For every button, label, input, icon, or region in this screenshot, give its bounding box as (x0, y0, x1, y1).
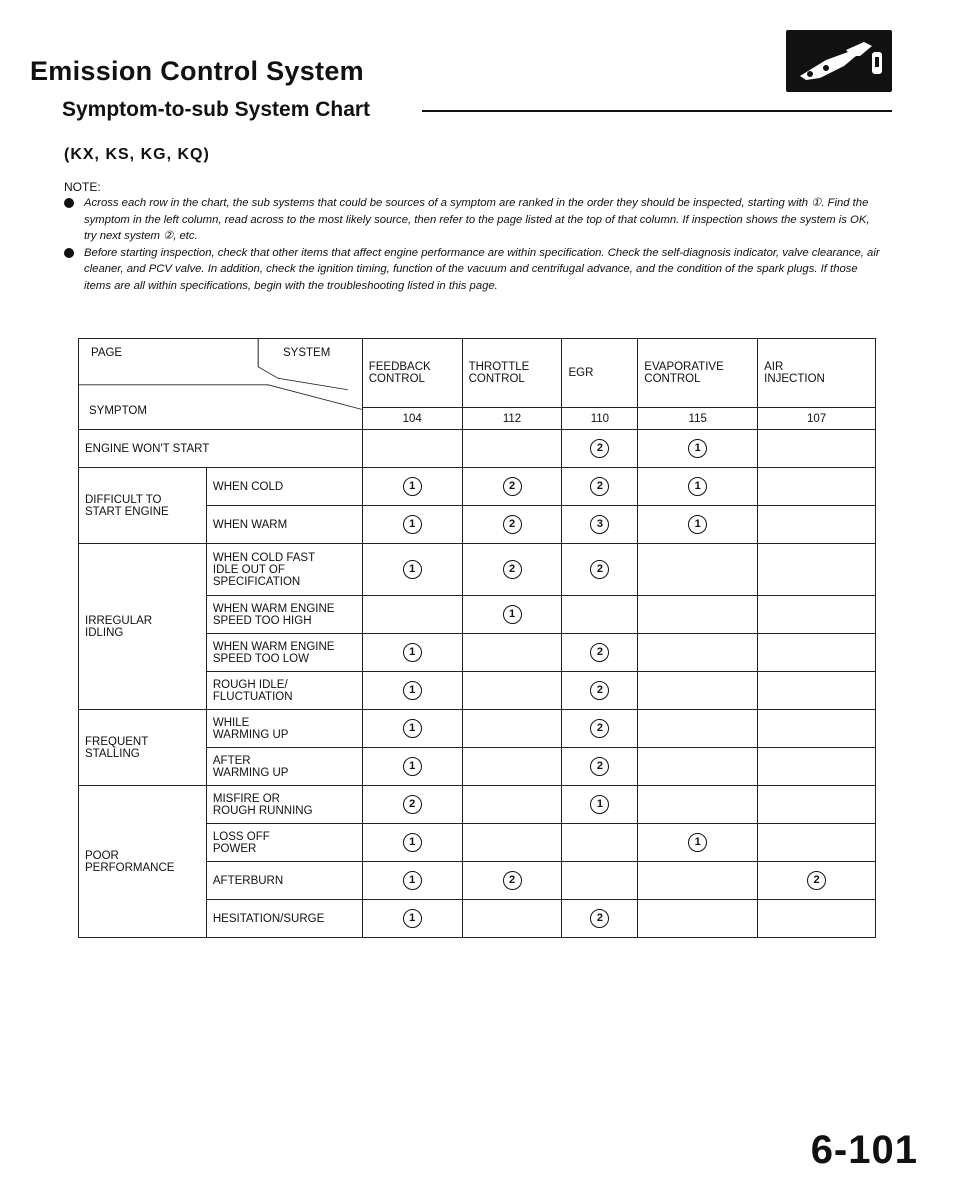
subtitle-row (62, 98, 892, 130)
symptom-condition: AFTERBURN (206, 862, 362, 900)
bullet-icon (64, 198, 74, 208)
rank-cell (562, 824, 638, 862)
rank-circle-1-icon: 1 (403, 909, 422, 928)
symptom-label: ENGINE WON'T START (79, 430, 363, 468)
column-header: THROTTLE CONTROL (462, 339, 562, 408)
rank-cell (758, 430, 876, 468)
page-title: Emission Control System (30, 56, 364, 86)
symptom-condition: WHEN COLD FAST IDLE OUT OF SPECIFICATION (206, 544, 362, 596)
corner-system-label: SYSTEM (283, 347, 331, 359)
rank-circle-1-icon: 1 (403, 681, 422, 700)
symptom-condition: WHEN WARM ENGINE SPEED TOO LOW (206, 634, 362, 672)
bullet-icon (64, 248, 74, 258)
column-page-number: 110 (562, 408, 638, 430)
rank-circle-1-icon: 1 (403, 833, 422, 852)
rank-cell (758, 824, 876, 862)
symptom-row (79, 468, 876, 506)
column-header: EGR (562, 339, 638, 408)
page-subtitle: Symptom-to-sub System Chart (62, 98, 371, 121)
rank-cell (758, 544, 876, 596)
rank-circle-1-icon: 1 (688, 477, 707, 496)
rank-cell (362, 824, 462, 862)
rank-cell (758, 748, 876, 786)
rank-circle-2-icon: 2 (590, 681, 609, 700)
note-item (64, 195, 884, 245)
rank-cell (638, 634, 758, 672)
rank-cell (362, 862, 462, 900)
subtitle-rule (422, 110, 892, 112)
rank-cell (462, 544, 562, 596)
rank-cell (638, 710, 758, 748)
symptom-group: POOR PERFORMANCE (79, 786, 207, 938)
rank-cell (562, 430, 638, 468)
rank-cell (758, 672, 876, 710)
rank-cell (562, 900, 638, 938)
rank-circle-1-icon: 1 (403, 757, 422, 776)
rank-cell (638, 748, 758, 786)
symptom-row (79, 786, 876, 824)
rank-circle-2-icon: 2 (590, 439, 609, 458)
rank-cell (758, 786, 876, 824)
header-row (79, 339, 876, 408)
rank-circle-1-icon: 1 (403, 643, 422, 662)
rank-circle-1-icon: 1 (403, 871, 422, 890)
column-page-number: 112 (462, 408, 562, 430)
rank-cell (638, 544, 758, 596)
rank-cell (562, 468, 638, 506)
rank-circle-2-icon: 2 (590, 560, 609, 579)
rank-circle-1-icon: 1 (403, 477, 422, 496)
page-system-symptom-corner (79, 339, 363, 430)
note-item (64, 245, 884, 295)
rank-cell (638, 862, 758, 900)
symptom-condition: HESITATION/SURGE (206, 900, 362, 938)
symptom-chart-table (78, 338, 876, 938)
rank-cell (562, 506, 638, 544)
rank-cell (462, 748, 562, 786)
rank-cell (462, 430, 562, 468)
rank-cell (638, 596, 758, 634)
rank-circle-1-icon: 1 (590, 795, 609, 814)
rank-cell (562, 748, 638, 786)
symptom-condition: WHEN WARM ENGINE SPEED TOO HIGH (206, 596, 362, 634)
symptom-group: IRREGULAR IDLING (79, 544, 207, 710)
rank-circle-2-icon: 2 (503, 560, 522, 579)
rank-cell (362, 672, 462, 710)
rank-cell (758, 506, 876, 544)
rank-cell (562, 672, 638, 710)
rank-circle-2-icon: 2 (503, 515, 522, 534)
rank-cell (362, 710, 462, 748)
rank-cell (758, 862, 876, 900)
symptom-group: FREQUENT STALLING (79, 710, 207, 786)
rank-cell (758, 634, 876, 672)
rank-cell (462, 506, 562, 544)
rank-cell (462, 596, 562, 634)
rank-cell (758, 900, 876, 938)
rank-cell (362, 634, 462, 672)
rank-cell (638, 672, 758, 710)
rank-circle-1-icon: 1 (688, 515, 707, 534)
rank-cell (638, 824, 758, 862)
column-header: EVAPORATIVE CONTROL (638, 339, 758, 408)
rank-cell (462, 824, 562, 862)
column-header: AIR INJECTION (758, 339, 876, 408)
rank-circle-2-icon: 2 (503, 477, 522, 496)
rank-circle-1-icon: 1 (403, 719, 422, 738)
rank-circle-2-icon: 2 (503, 871, 522, 890)
rank-cell (638, 468, 758, 506)
symptom-condition: LOSS OFF POWER (206, 824, 362, 862)
rank-cell (758, 596, 876, 634)
rank-cell (562, 786, 638, 824)
symptom-condition: MISFIRE OR ROUGH RUNNING (206, 786, 362, 824)
rank-cell (638, 786, 758, 824)
rank-cell (462, 786, 562, 824)
rank-cell (362, 748, 462, 786)
symptom-group: DIFFICULT TO START ENGINE (79, 468, 207, 544)
note-label: NOTE: (64, 180, 101, 194)
column-page-number: 115 (638, 408, 758, 430)
corner-page-label: PAGE (91, 347, 123, 359)
symptom-row (79, 710, 876, 748)
rank-cell (562, 596, 638, 634)
rank-cell (462, 634, 562, 672)
rank-circle-1-icon: 1 (503, 605, 522, 624)
rank-circle-1-icon: 1 (403, 560, 422, 579)
rank-circle-1-icon: 1 (403, 515, 422, 534)
rank-cell (638, 900, 758, 938)
rank-cell (562, 862, 638, 900)
rank-cell (362, 468, 462, 506)
symptom-row (79, 544, 876, 596)
symptom-condition: ROUGH IDLE/ FLUCTUATION (206, 672, 362, 710)
model-codes: (KX, KS, KG, KQ) (64, 146, 210, 163)
rank-circle-2-icon: 2 (403, 795, 422, 814)
rank-circle-1-icon: 1 (688, 439, 707, 458)
column-header: FEEDBACK CONTROL (362, 339, 462, 408)
rank-circle-1-icon: 1 (688, 833, 707, 852)
corner-symptom-label: SYMPTOM (89, 405, 147, 417)
rank-cell (638, 430, 758, 468)
rank-cell (362, 506, 462, 544)
rank-cell (462, 710, 562, 748)
column-page-number: 107 (758, 408, 876, 430)
rank-circle-2-icon: 2 (590, 643, 609, 662)
note-list (64, 195, 884, 294)
rank-cell (758, 468, 876, 506)
note-text: Across each row in the chart, the sub systems that could be sources of a symptom are ranked in the order they should be inspected, starting with ①. Find the symptom in the left column, read across to the most likely source, then refer to the page listed at the top of that column. If inspection shows the system is OK, try next system ②, etc. (84, 197, 870, 242)
rank-cell (562, 544, 638, 596)
rank-circle-2-icon: 2 (590, 757, 609, 776)
column-page-number: 104 (362, 408, 462, 430)
rank-circle-2-icon: 2 (590, 477, 609, 496)
rank-circle-2-icon: 2 (590, 909, 609, 928)
symptom-condition: WHILE WARMING UP (206, 710, 362, 748)
rank-cell (362, 596, 462, 634)
rank-cell (562, 634, 638, 672)
note-text: Before starting inspection, check that other items that affect engine performance are within specification. Check the self-diagnosis indicator, valve clearance, air cleaner, and PCV valve. In addition, check the ignition timing, function of the vacuum and centrifugal advance, and the condition of the spark plugs. If those items are all within specifications, begin with the troubleshooting listed in this page. (84, 246, 880, 292)
symptom-condition: AFTER WARMING UP (206, 748, 362, 786)
rank-circle-2-icon: 2 (807, 871, 826, 890)
symptom-row (79, 430, 876, 468)
rank-circle-3-icon: 3 (590, 515, 609, 534)
rank-circle-2-icon: 2 (590, 719, 609, 738)
rank-cell (562, 710, 638, 748)
rank-cell (638, 506, 758, 544)
rank-cell (462, 672, 562, 710)
rank-cell (462, 900, 562, 938)
page-number: 6-101 (810, 1128, 918, 1172)
symptom-condition: WHEN WARM (206, 506, 362, 544)
rank-cell (462, 468, 562, 506)
rank-cell (362, 786, 462, 824)
rank-cell (362, 900, 462, 938)
rank-cell (362, 544, 462, 596)
rank-cell (462, 862, 562, 900)
rank-cell (758, 710, 876, 748)
section-logo-icon (786, 30, 892, 92)
rank-cell (362, 430, 462, 468)
symptom-condition: WHEN COLD (206, 468, 362, 506)
